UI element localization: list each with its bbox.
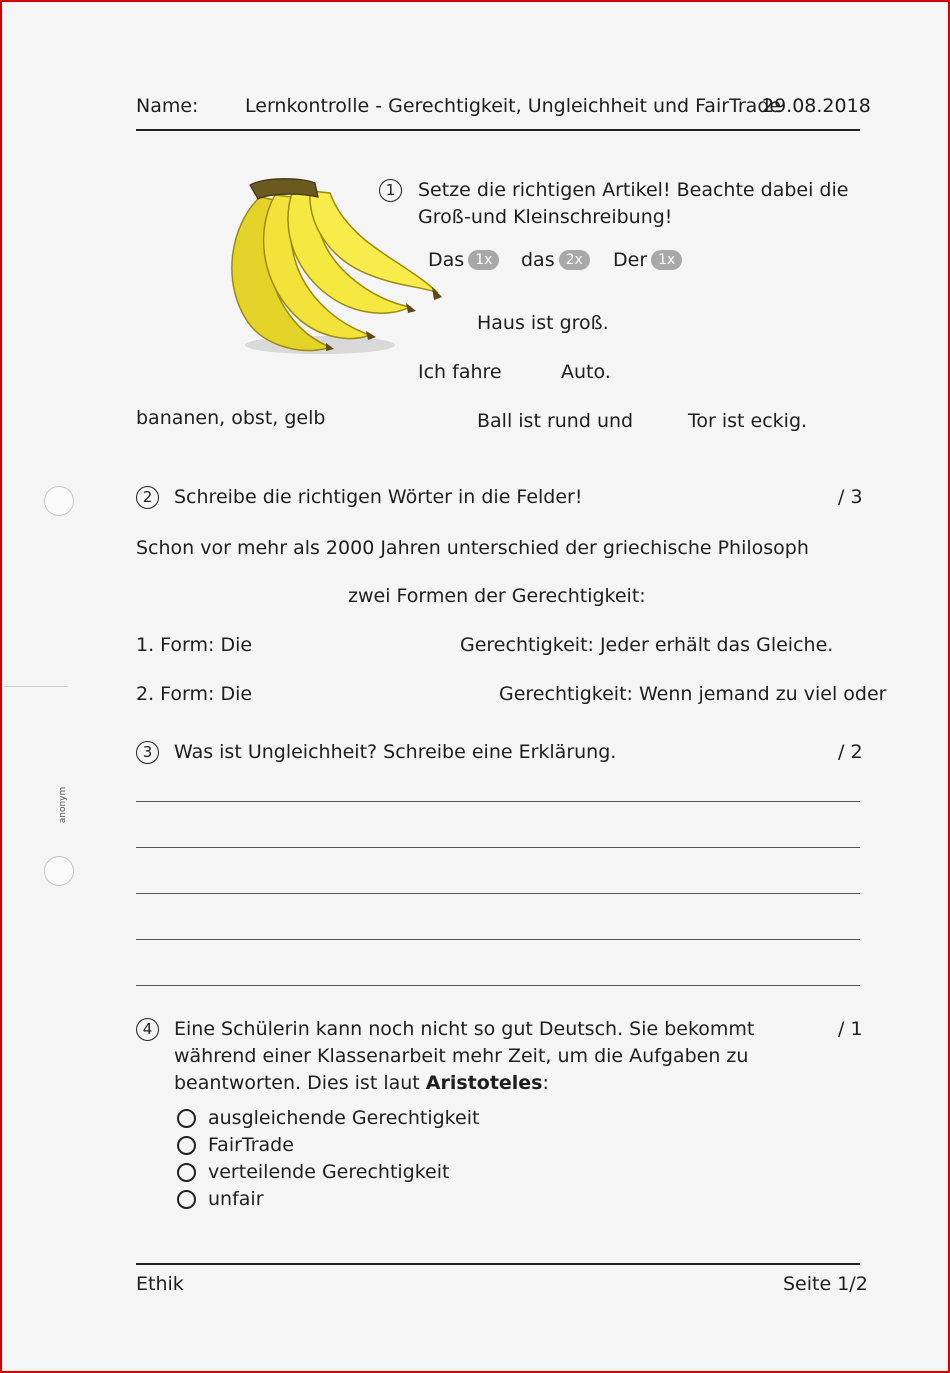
task1-instruction-line1: Setze die richtigen Artikel! Beachte dabei die xyxy=(418,179,849,201)
task4-text-prefix: beantworten. Dies ist laut xyxy=(174,1072,426,1094)
option-radio-1[interactable] xyxy=(177,1109,196,1128)
punch-hole-top xyxy=(44,486,74,516)
task2-number: 2 xyxy=(136,486,159,509)
task3-number: 3 xyxy=(136,741,159,764)
task2-points: / 3 xyxy=(838,486,863,508)
count-badge: 1x xyxy=(651,250,682,270)
option-label-4: unfair xyxy=(208,1188,264,1210)
word-das-lower xyxy=(521,247,590,274)
word-text: Der xyxy=(613,249,648,271)
sentence1: Haus ist groß. xyxy=(477,312,609,334)
form2-label: 2. Form: Die xyxy=(136,683,253,705)
task2-text1: Schon vor mehr als 2000 Jahren unterschied der griechische Philosoph xyxy=(136,537,809,559)
word-das-capital xyxy=(428,247,499,274)
option-radio-2[interactable] xyxy=(177,1136,196,1155)
answer-line[interactable] xyxy=(136,985,860,986)
image-caption: bananen, obst, gelb xyxy=(136,407,326,429)
task4-text-line1: Eine Schülerin kann noch nicht so gut Deutsch. Sie bekommt xyxy=(174,1018,755,1040)
form1-label: 1. Form: Die xyxy=(136,634,253,656)
form1-text: Gerechtigkeit: Jeder erhält das Gleiche. xyxy=(460,634,834,656)
sentence3-end: Tor ist eckig. xyxy=(688,410,808,432)
footer-subject: Ethik xyxy=(136,1273,184,1295)
sentence2-end: Auto. xyxy=(561,361,611,383)
footer-page: Seite 1/2 xyxy=(783,1273,868,1295)
footer-rule xyxy=(136,1263,860,1265)
word-text: das xyxy=(521,249,555,271)
form2-text: Gerechtigkeit: Wenn jemand zu viel oder xyxy=(499,683,887,705)
answer-line[interactable] xyxy=(136,893,860,894)
word-der xyxy=(613,247,682,274)
task4-number: 4 xyxy=(136,1018,159,1041)
header-date: 29.08.2018 xyxy=(762,95,871,117)
page-title: Lernkontrolle - Gerechtigkeit, Ungleichheit und FairTrade xyxy=(245,95,782,117)
fold-mark xyxy=(4,686,68,687)
task3-points: / 2 xyxy=(838,741,863,763)
task1-instruction-line2: Groß-und Kleinschreibung! xyxy=(418,206,673,228)
punch-hole-bottom xyxy=(44,856,74,886)
task3-title: Was ist Ungleichheit? Schreibe eine Erklärung. xyxy=(174,741,617,763)
name-label: Name: xyxy=(136,95,199,117)
task1-number: 1 xyxy=(379,179,402,202)
task4-text-line3 xyxy=(174,1070,549,1097)
answer-line[interactable] xyxy=(136,801,860,802)
task2-title: Schreibe die richtigen Wörter in die Felder! xyxy=(174,486,583,508)
option-label-2: FairTrade xyxy=(208,1134,294,1156)
option-label-1: ausgleichende Gerechtigkeit xyxy=(208,1107,480,1129)
option-radio-4[interactable] xyxy=(177,1190,196,1209)
count-badge: 1x xyxy=(468,250,499,270)
task4-points: / 1 xyxy=(838,1018,863,1040)
answer-line[interactable] xyxy=(136,847,860,848)
banana-image xyxy=(220,175,445,360)
task2-text2: zwei Formen der Gerechtigkeit: xyxy=(348,585,646,607)
task4-text-line2: während einer Klassenarbeit mehr Zeit, um die Aufgaben zu xyxy=(174,1045,749,1067)
answer-line[interactable] xyxy=(136,939,860,940)
option-radio-3[interactable] xyxy=(177,1163,196,1182)
word-text: Das xyxy=(428,249,465,271)
task4-text-suffix: : xyxy=(542,1072,549,1094)
anon-label: anonym xyxy=(58,786,68,824)
header-rule xyxy=(136,129,860,131)
option-label-3: verteilende Gerechtigkeit xyxy=(208,1161,450,1183)
sentence3-start: Ball ist rund und xyxy=(477,410,634,432)
sentence2-start: Ich fahre xyxy=(418,361,502,383)
aristoteles-name: Aristoteles xyxy=(425,1072,543,1094)
count-badge: 2x xyxy=(559,250,590,270)
